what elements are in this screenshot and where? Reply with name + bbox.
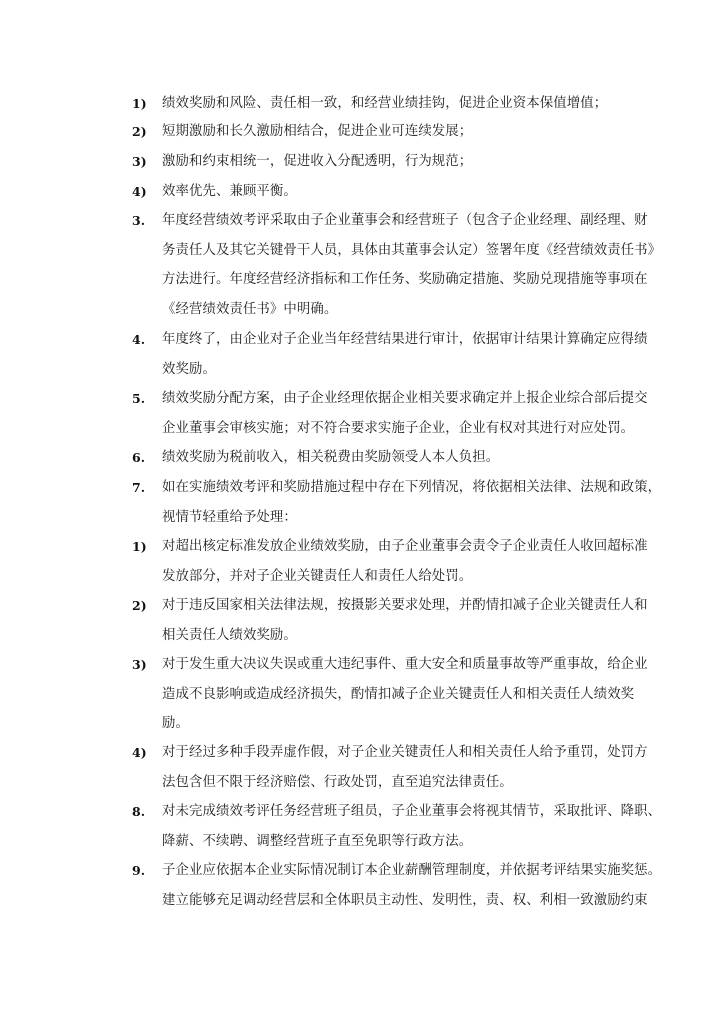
list-item-text-line: 法包含但不限于经济赔偿、行政处罚，直至追究法律责任。 bbox=[162, 774, 513, 790]
list-item-number: 7. bbox=[132, 480, 146, 495]
list-item-text-line: 短期激励和长久激励相结合，促进企业可连续发展； bbox=[162, 124, 473, 139]
list-item-number: 3) bbox=[132, 154, 147, 169]
list-item-text-line: 对于违反国家相关法律法规，按摄影关要求处理，并酌情扣减子企业关键责任人和 bbox=[162, 598, 648, 613]
list-item-text-line: 对超出核定标准发放企业绩效奖励，由子企业董事会责令子企业责任人收回超标准 bbox=[162, 539, 648, 554]
list-item-number: 4) bbox=[132, 745, 147, 760]
list-item-text-line: 视情节轻重给予处理： bbox=[162, 509, 297, 525]
list-item-number: 2) bbox=[132, 598, 147, 613]
list-item-text-line: 对未完成绩效考评任务经营班子组员，子企业董事会将视其情节，采取批评、降职、 bbox=[162, 804, 662, 819]
list-item-text-line: 降薪、不续聘、调整经营班子直至免职等行政方法。 bbox=[162, 833, 473, 849]
list-item-text-line: 绩效奖励和风险、责任相一致，和经营业绩挂钩，促进企业资本保值增值； bbox=[162, 96, 608, 111]
list-item-text-line: 励。 bbox=[162, 716, 189, 731]
list-item-text-line: 年度经营绩效考评采取由子企业董事会和经营班子（包含子企业经理、副经理、财 bbox=[162, 213, 648, 228]
list-item-text-line: 对于发生重大决议失误或重大违纪事件、重大安全和质量事故等严重事故，给企业 bbox=[162, 657, 648, 672]
list-item-text-line: 子企业应依据本企业实际情况制订本企业薪酬管理制度，并依据考评结果实施奖惩。 bbox=[162, 863, 662, 878]
list-item-text-line: 相关责任人绩效奖励。 bbox=[162, 627, 297, 643]
list-item-text-line: 效奖励。 bbox=[162, 361, 216, 377]
list-item-text-line: 绩效奖励分配方案，由子企业经理依据企业相关要求确定并上报企业综合部后提交 bbox=[162, 391, 648, 406]
list-item-number: 8. bbox=[132, 804, 146, 819]
list-item-number: 1) bbox=[132, 539, 147, 554]
list-item-text-line: 如在实施绩效考评和奖励措施过程中存在下列情况，将依据相关法律、法规和政策， bbox=[162, 480, 662, 495]
list-item-text-line: 方法进行。年度经营经济指标和工作任务、奖励确定措施、奖励兑现措施等事项在 bbox=[162, 272, 648, 287]
list-item-text-line: 造成不良影响或造成经济损失，酌情扣减子企业关键责任人和相关责任人绩效奖 bbox=[162, 686, 635, 702]
list-item-number: 1) bbox=[132, 96, 147, 111]
list-item-number: 3) bbox=[132, 657, 147, 672]
list-item-number: 3. bbox=[132, 213, 146, 228]
list-item-number: 9. bbox=[132, 863, 146, 878]
list-item-text-line: 发放部分，并对子企业关键责任人和责任人给处罚。 bbox=[162, 568, 473, 584]
list-item-number: 5. bbox=[132, 391, 146, 406]
list-item-text-line: 务责任人及其它关键骨干人员，具体由其董事会认定）签署年度《经营绩效责任书》 bbox=[162, 242, 662, 258]
list-item-text-line: 激励和约束相统一，促进收入分配透明，行为规范； bbox=[162, 154, 473, 169]
list-item-number: 4. bbox=[132, 332, 146, 347]
list-item-text-line: 《经营绩效责任书》中明确。 bbox=[162, 301, 338, 317]
list-item-text-line: 建立能够充足调动经营层和全体职员主动性、发明性，责、权、利相一致激励约束 bbox=[162, 892, 648, 908]
list-item-number: 2) bbox=[132, 124, 147, 139]
list-item-text-line: 企业董事会审核实施；对不符合要求实施子企业，企业有权对其进行对应处罚。 bbox=[162, 420, 635, 436]
list-item-text-line: 年度终了，由企业对子企业当年经营结果进行审计，依据审计结果计算确定应得绩 bbox=[162, 332, 648, 347]
list-item-number: 6. bbox=[132, 450, 146, 465]
list-item-text-line: 绩效奖励为税前收入，相关税费由奖励领受人本人负担。 bbox=[162, 450, 500, 465]
list-item-number: 4) bbox=[132, 184, 147, 199]
list-item-text-line: 对于经过多种手段弄虚作假，对子企业关键责任人和相关责任人给予重罚，处罚方 bbox=[162, 745, 648, 760]
list-item-text-line: 效率优先、兼顾平衡。 bbox=[162, 184, 297, 199]
